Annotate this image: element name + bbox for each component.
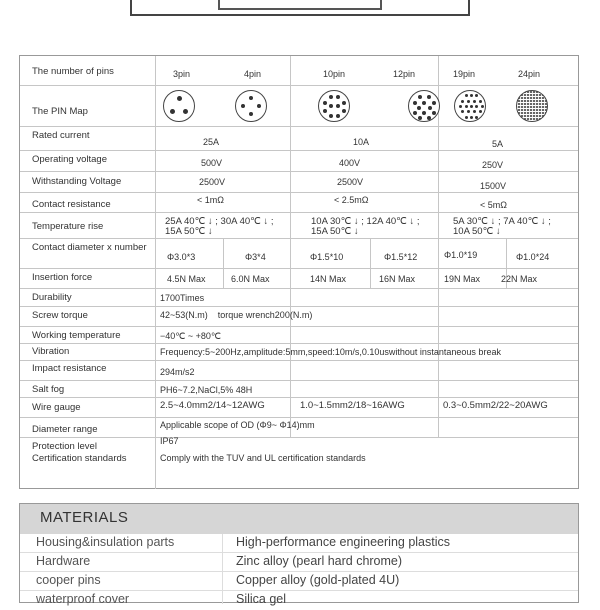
pin-map-label: The PIN Map	[32, 106, 88, 117]
impact-resistance-label: Impact resistance	[32, 363, 107, 374]
temperature-rise-g3-line1: 5A 30℃ ↓ ; 7A 40℃ ↓ ;	[453, 216, 551, 227]
material-part: Hardware	[36, 554, 91, 568]
row-operating-voltage	[20, 151, 578, 172]
materials-table	[19, 503, 579, 606]
vibration-label: Vibration	[32, 346, 70, 357]
row-pin-map	[20, 86, 578, 127]
material-part: Housing&insulation parts	[36, 535, 175, 549]
contact-resistance-g1: < 1mΩ	[197, 195, 224, 205]
operating-voltage-label: Operating voltage	[32, 154, 107, 165]
insertion-force-10pin: 14N Max	[310, 274, 347, 284]
pins-24: 24pin	[518, 69, 541, 79]
row-protection-level	[20, 438, 578, 454]
pin-map-24pin-icon	[516, 90, 548, 122]
materials-title: MATERIALS	[40, 509, 129, 526]
insertion-force-3pin: 4.5N Max	[167, 274, 206, 284]
diameter-range-label: Diameter range	[32, 424, 98, 435]
pins-10: 10pin	[323, 69, 346, 79]
contact-resistance-label: Contact resistance	[32, 199, 111, 210]
material-value: Copper alloy (gold-plated 4U)	[236, 573, 400, 587]
contact-diameter-19pin: Φ1.0*19	[444, 250, 478, 260]
insertion-force-label: Insertion force	[32, 272, 93, 283]
pins-3: 3pin	[173, 69, 191, 79]
salt-fog-label: Salt fog	[32, 384, 65, 395]
row-durability	[20, 289, 578, 307]
temperature-rise-g2-line1: 10A 30℃ ↓ ; 12A 40℃ ↓ ;	[311, 216, 420, 227]
row-rated-current	[20, 127, 578, 151]
insertion-force-4pin: 6.0N Max	[231, 274, 270, 284]
contact-diameter-4pin: Φ3*4	[245, 252, 266, 262]
spec-table	[19, 55, 579, 489]
pins-label: The number of pins	[32, 66, 114, 77]
diameter-range-value: Applicable scope of OD (Φ9~ Φ14)mm	[160, 420, 315, 430]
row-certification	[20, 454, 578, 489]
row-screw-torque	[20, 307, 578, 327]
row-vibration	[20, 344, 578, 361]
operating-voltage-g3: 250V	[482, 160, 504, 170]
materials-row	[20, 572, 578, 591]
screw-torque-label: Screw torque	[32, 310, 88, 321]
row-contact-diameter	[20, 239, 578, 269]
wire-gauge-label: Wire gauge	[32, 402, 81, 413]
row-working-temperature	[20, 327, 578, 344]
operating-voltage-g2: 400V	[339, 158, 361, 168]
contact-diameter-12pin: Φ1.5*12	[384, 252, 418, 262]
impact-resistance-value: 294m/s2	[160, 367, 195, 377]
durability-label: Durability	[32, 292, 72, 303]
row-wire-gauge	[20, 398, 578, 418]
rated-current-g2: 10A	[353, 137, 370, 147]
insertion-force-19pin: 19N Max	[444, 274, 481, 284]
row-contact-resistance	[20, 193, 578, 213]
operating-voltage-g1: 500V	[201, 158, 223, 168]
working-temperature-value: −40℃ ~ +80℃	[160, 331, 222, 341]
pins-19: 19pin	[453, 69, 476, 79]
contact-resistance-g3: < 5mΩ	[480, 200, 507, 210]
insertion-force-24pin: 22N Max	[501, 274, 538, 284]
withstanding-voltage-g1: 2500V	[199, 177, 226, 187]
material-value: Silica gel	[236, 592, 287, 606]
pin-map-12pin-icon	[408, 90, 440, 122]
pins-12: 12pin	[393, 69, 416, 79]
withstanding-voltage-g2: 2500V	[337, 177, 364, 187]
row-temperature-rise	[20, 213, 578, 239]
material-value: High-performance engineering plastics	[236, 535, 451, 549]
certification-label: Certification standards	[32, 453, 127, 464]
certification-value: Comply with the TUV and UL certification standards	[160, 453, 366, 463]
temperature-rise-g3-line2: 10A 50℃ ↓	[453, 226, 501, 237]
contact-diameter-24pin: Φ1.0*24	[516, 252, 550, 262]
protection-level-label: Protection level	[32, 441, 97, 452]
pin-map-4pin-icon	[235, 90, 267, 122]
temperature-rise-label: Temperature rise	[32, 221, 104, 232]
rated-current-g1: 25A	[203, 137, 220, 147]
row-impact-resistance	[20, 361, 578, 381]
materials-row	[20, 591, 578, 610]
pin-map-19pin-icon	[454, 90, 486, 122]
wire-gauge-g3: 0.3~0.5mm2/22~20AWG	[443, 400, 548, 411]
row-insertion-force	[20, 269, 578, 289]
row-salt-fog	[20, 381, 578, 398]
pin-map-10pin-icon	[318, 90, 350, 122]
contact-diameter-10pin: Φ1.5*10	[310, 252, 344, 262]
withstanding-voltage-label: Withstanding Voltage	[32, 176, 122, 187]
row-diameter-range	[20, 418, 578, 438]
rated-current-g3: 5A	[492, 139, 504, 149]
contact-resistance-g2: < 2.5mΩ	[334, 195, 369, 205]
row-withstanding-voltage	[20, 172, 578, 193]
row-pins	[20, 56, 578, 86]
contact-diameter-label: Contact diameter x number	[32, 242, 147, 253]
salt-fog-value: PH6~7.2,NaCl,5% 48H	[160, 385, 253, 395]
contact-diameter-3pin: Φ3.0*3	[167, 252, 196, 262]
pins-4: 4pin	[244, 69, 262, 79]
materials-row	[20, 534, 578, 553]
insertion-force-12pin: 16N Max	[379, 274, 416, 284]
temperature-rise-g1-line2: 15A 50℃ ↓	[165, 226, 213, 237]
working-temperature-label: Working temperature	[32, 330, 121, 341]
materials-header	[20, 504, 578, 534]
pin-map-3pin-icon	[163, 90, 195, 122]
withstanding-voltage-g3: 1500V	[480, 181, 507, 191]
material-part: waterproof cover	[36, 592, 130, 606]
durability-value: 1700Times	[160, 293, 205, 303]
rated-current-label: Rated current	[32, 130, 90, 141]
screw-torque-value: 42~53(N.m) torque wrench200(N.m)	[160, 310, 313, 320]
top-inner-frame	[218, 0, 382, 10]
wire-gauge-g2: 1.0~1.5mm2/18~16AWG	[300, 400, 405, 411]
protection-level-value: IP67	[160, 436, 179, 446]
temperature-rise-g2-line2: 15A 50℃ ↓	[311, 226, 359, 237]
wire-gauge-g1: 2.5~4.0mm2/14~12AWG	[160, 400, 265, 411]
materials-row	[20, 553, 578, 572]
temperature-rise-g1-line1: 25A 40℃ ↓ ; 30A 40℃ ↓ ;	[165, 216, 274, 227]
material-value: Zinc alloy (pearl hard chrome)	[236, 554, 403, 568]
vibration-value: Frequency:5~200Hz,amplitude:5mm,speed:10m/s,0.10uswithout instantaneous break	[160, 347, 501, 357]
material-part: cooper pins	[36, 573, 101, 587]
